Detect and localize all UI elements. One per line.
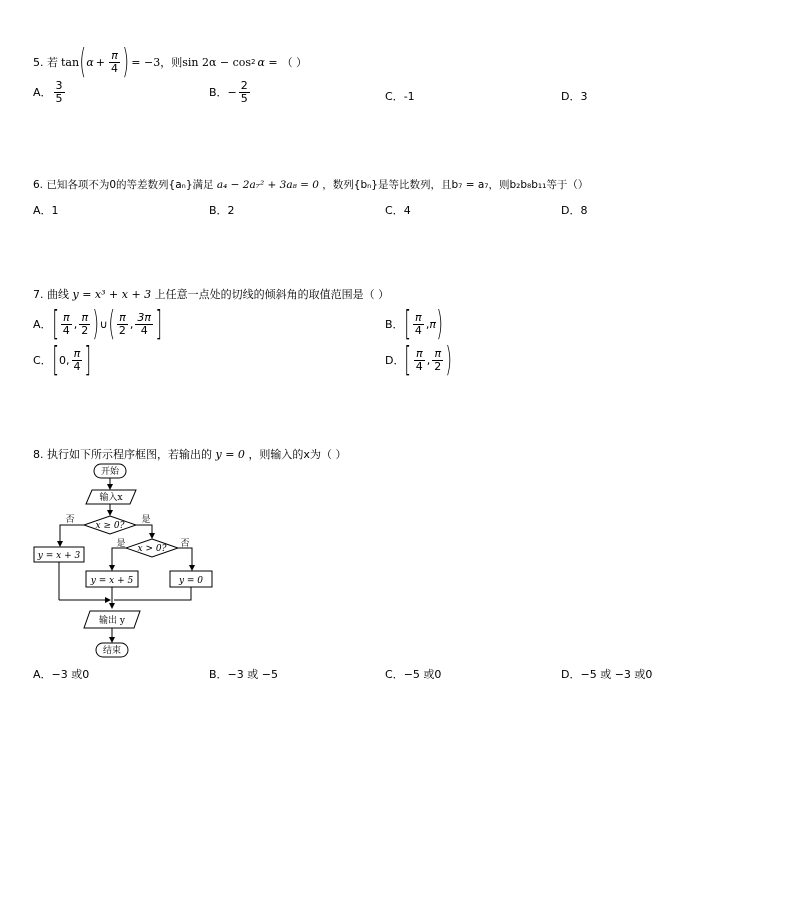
q6-option-d[interactable]: D．8 <box>561 204 588 217</box>
flow-output-text: 输出 y <box>99 616 125 626</box>
q5-option-b[interactable]: B． − $\frac{2}{5}$ <box>209 79 248 105</box>
flow-no2-text: 否 <box>180 539 190 549</box>
q5-option-a[interactable]: A． $\frac{3}{5}$ <box>33 79 63 105</box>
q5-fraction-pi-4: $\frac{\pi}{4}$ <box>111 48 118 75</box>
flow-start-text: 开始 <box>100 467 120 477</box>
q7-option-d[interactable]: D． [ $\frac{\pi}{4}$ , $\frac{\pi}{2}$ ) <box>385 340 453 380</box>
q7-option-b[interactable]: B． [ $\frac{\pi}{4}$ , π ) <box>385 304 443 344</box>
q8-option-a[interactable]: A．−3 或0 <box>33 668 90 681</box>
q5-stem: 5. 若 tan ( α + $\frac{\pi}{4}$ ) = −3 ，则 sin 2α − cos 2 α = （ ） <box>33 42 308 82</box>
flow-no1-text: 否 <box>65 515 75 525</box>
flow-end-text: 结束 <box>102 646 122 656</box>
q5-number: 5. <box>33 55 44 69</box>
q8-option-d[interactable]: D．−5 或 −3 或0 <box>561 668 653 681</box>
flow-left-box-text: y = x + 3 <box>37 551 81 561</box>
q8-option-c[interactable]: C．−5 或0 <box>385 668 442 681</box>
flow-yes2-text: 是 <box>116 539 126 549</box>
flow-cond2-text: x > 0? <box>137 544 167 554</box>
q6-option-a[interactable]: A．1 <box>33 204 59 217</box>
q8-stem: 8. 执行如下所示程序框图，若输出的 y = 0 ，则输入的x为（ ） <box>33 448 347 461</box>
q5-option-c[interactable]: C．-1 <box>385 90 415 103</box>
q7-option-a[interactable]: A． [ $\frac{\pi}{4}$ , $\frac{\pi}{2}$ ) ∪ ( $\frac{\pi}{2}$ , $\frac{3\pi}{4}$ ] <box>33 304 162 344</box>
q7-stem: 7. 曲线 y = x³ + x + 3 上任意一点处的切线的倾斜角的取值范围是（ ） <box>33 288 390 301</box>
flow-cond1-text: x ≥ 0? <box>95 521 125 531</box>
q6-stem: 6. 已知各项不为0的等差数列{aₙ}满足 a₄ − 2a₇² + 3a₈ = 0 ，数列{bₙ}是等比数列，且b₇ = a₇，则b₂b₈b₁₁等于（） <box>33 179 589 191</box>
flow-mid-box-text: y = x + 5 <box>90 576 134 586</box>
flow-right-box-text: y = 0 <box>178 576 204 586</box>
q6-option-c[interactable]: C．4 <box>385 204 411 217</box>
q7-option-c[interactable]: C． [ 0 , $\frac{\pi}{4}$ ] <box>33 340 92 380</box>
flow-input-text: 输入x <box>99 493 123 503</box>
flow-yes1-text: 是 <box>141 515 151 525</box>
q8-option-b[interactable]: B．−3 或 −5 <box>209 668 278 681</box>
q8-flowchart <box>30 460 230 660</box>
q6-option-b[interactable]: B．2 <box>209 204 235 217</box>
q5-option-d[interactable]: D．3 <box>561 90 588 103</box>
